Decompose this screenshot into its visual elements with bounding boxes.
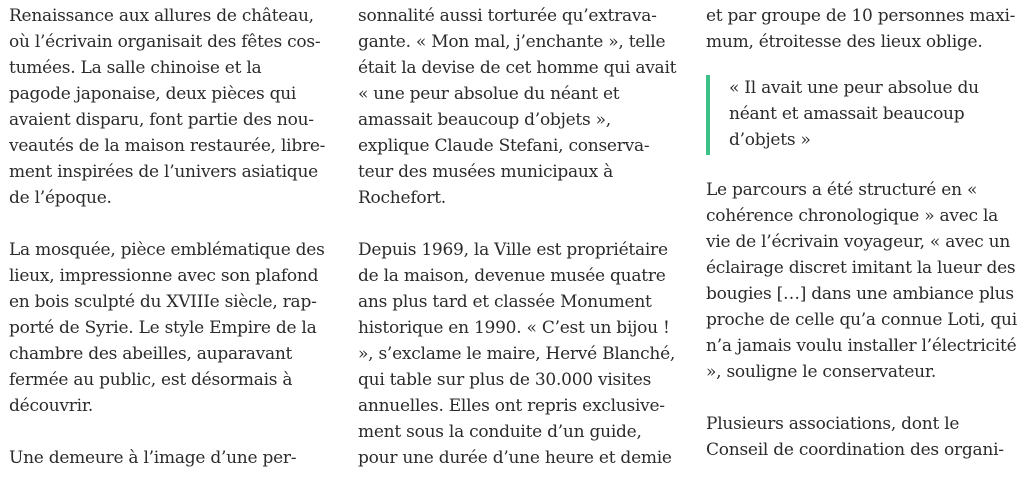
text-line: et par groupe de 10 personnes maxi- <box>706 6 1016 26</box>
text-line: en bois sculpté du XVIIIe siècle, rap- <box>9 292 317 312</box>
paragraph <box>358 3 677 211</box>
text-line: bougies […] dans une ambiance plus <box>706 284 1014 304</box>
text-line: pagode japonaise, deux pièces qui <box>9 84 297 104</box>
quote-line: d’objets » <box>729 130 811 150</box>
text-line: éclairage discret imitant la lueur des <box>706 258 1016 278</box>
text-line: ment inspirées de l’univers asiatique <box>9 162 318 182</box>
text-line: Une demeure à l’image d’une per- <box>9 448 297 468</box>
text-line: avaient disparu, font partie des nou- <box>9 110 314 130</box>
text-line: veautés de la maison restaurée, libre- <box>9 136 326 156</box>
text-line: gante. « Mon mal, j’enchante », telle <box>358 32 666 52</box>
text-line: de l’époque. <box>9 188 112 208</box>
text-column-3 <box>706 0 1016 463</box>
quote-line: « Il avait une peur absolue du <box>729 78 979 98</box>
text-line: n’a jamais voulu installer l’électricité <box>706 336 1017 356</box>
text-line: Depuis 1969, la Ville est propriétaire <box>358 240 668 260</box>
text-line: Le parcours a été structuré en « <box>706 180 978 200</box>
paragraph <box>9 237 325 419</box>
text-line: annuelles. Elles ont repris exclusive- <box>358 396 665 416</box>
text-line: Rochefort. <box>358 188 446 208</box>
text-line: cohérence chronologique » avec la <box>706 206 999 226</box>
text-line: qui table sur plus de 30.000 visites <box>358 370 652 390</box>
text-line: explique Claude Stefani, conserva- <box>358 136 650 156</box>
quote-accent-bar <box>706 75 710 155</box>
text-line: proche de celle qu’a connue Loti, qui <box>706 310 1017 330</box>
text-column-1 <box>9 0 326 471</box>
text-line: découvrir. <box>9 396 93 416</box>
text-line: où l’écrivain organisait des fêtes cos- <box>9 32 321 52</box>
text-line: lieux, impressionne avec son plafond <box>9 266 319 286</box>
text-line: était la devise de cet homme qui avait <box>358 58 677 78</box>
text-line: teur des musées municipaux à <box>358 162 613 182</box>
text-line: », souligne le conservateur. <box>706 362 937 382</box>
text-line: amassait beaucoup d’objets », <box>358 110 611 130</box>
text-line: vie de l’écrivain voyageur, « avec un <box>706 232 1011 252</box>
paragraph <box>706 3 1016 55</box>
text-line: ment sous la conduite d’un guide, <box>358 422 642 442</box>
text-line: pour une durée d’une heure et demie <box>358 448 672 468</box>
pull-quote <box>706 75 1016 153</box>
text-line: fermée au public, est désormais à <box>9 370 293 390</box>
text-line: », s’exclame le maire, Hervé Blanché, <box>358 344 676 364</box>
text-line: mum, étroitesse des lieux oblige. <box>706 32 983 52</box>
text-line: de la maison, devenue musée quatre <box>358 266 666 286</box>
paragraph <box>358 237 676 471</box>
paragraph <box>9 445 319 471</box>
text-column-2 <box>358 0 677 471</box>
text-line: sonnalité aussi torturée qu’extrava- <box>358 6 657 26</box>
text-line: Plusieurs associations, dont le <box>706 414 960 434</box>
text-line: « une peur absolue du néant et <box>358 84 620 104</box>
text-line: La mosquée, pièce emblématique des <box>9 240 325 260</box>
paragraph <box>706 411 1016 463</box>
paragraph <box>9 3 326 211</box>
text-line: Conseil de coordination des organi- <box>706 440 1004 460</box>
paragraph <box>706 177 1016 385</box>
text-line: Renaissance aux allures de château, <box>9 6 314 26</box>
text-line: historique en 1990. « C’est un bijou ! <box>358 318 670 338</box>
text-line: porté de Syrie. Le style Empire de la <box>9 318 317 338</box>
text-line: tumées. La salle chinoise et la <box>9 58 262 78</box>
quote-line: néant et amassait beaucoup <box>729 104 965 124</box>
text-line: chambre des abeilles, auparavant <box>9 344 293 364</box>
text-line: ans plus tard et classée Monument <box>358 292 652 312</box>
